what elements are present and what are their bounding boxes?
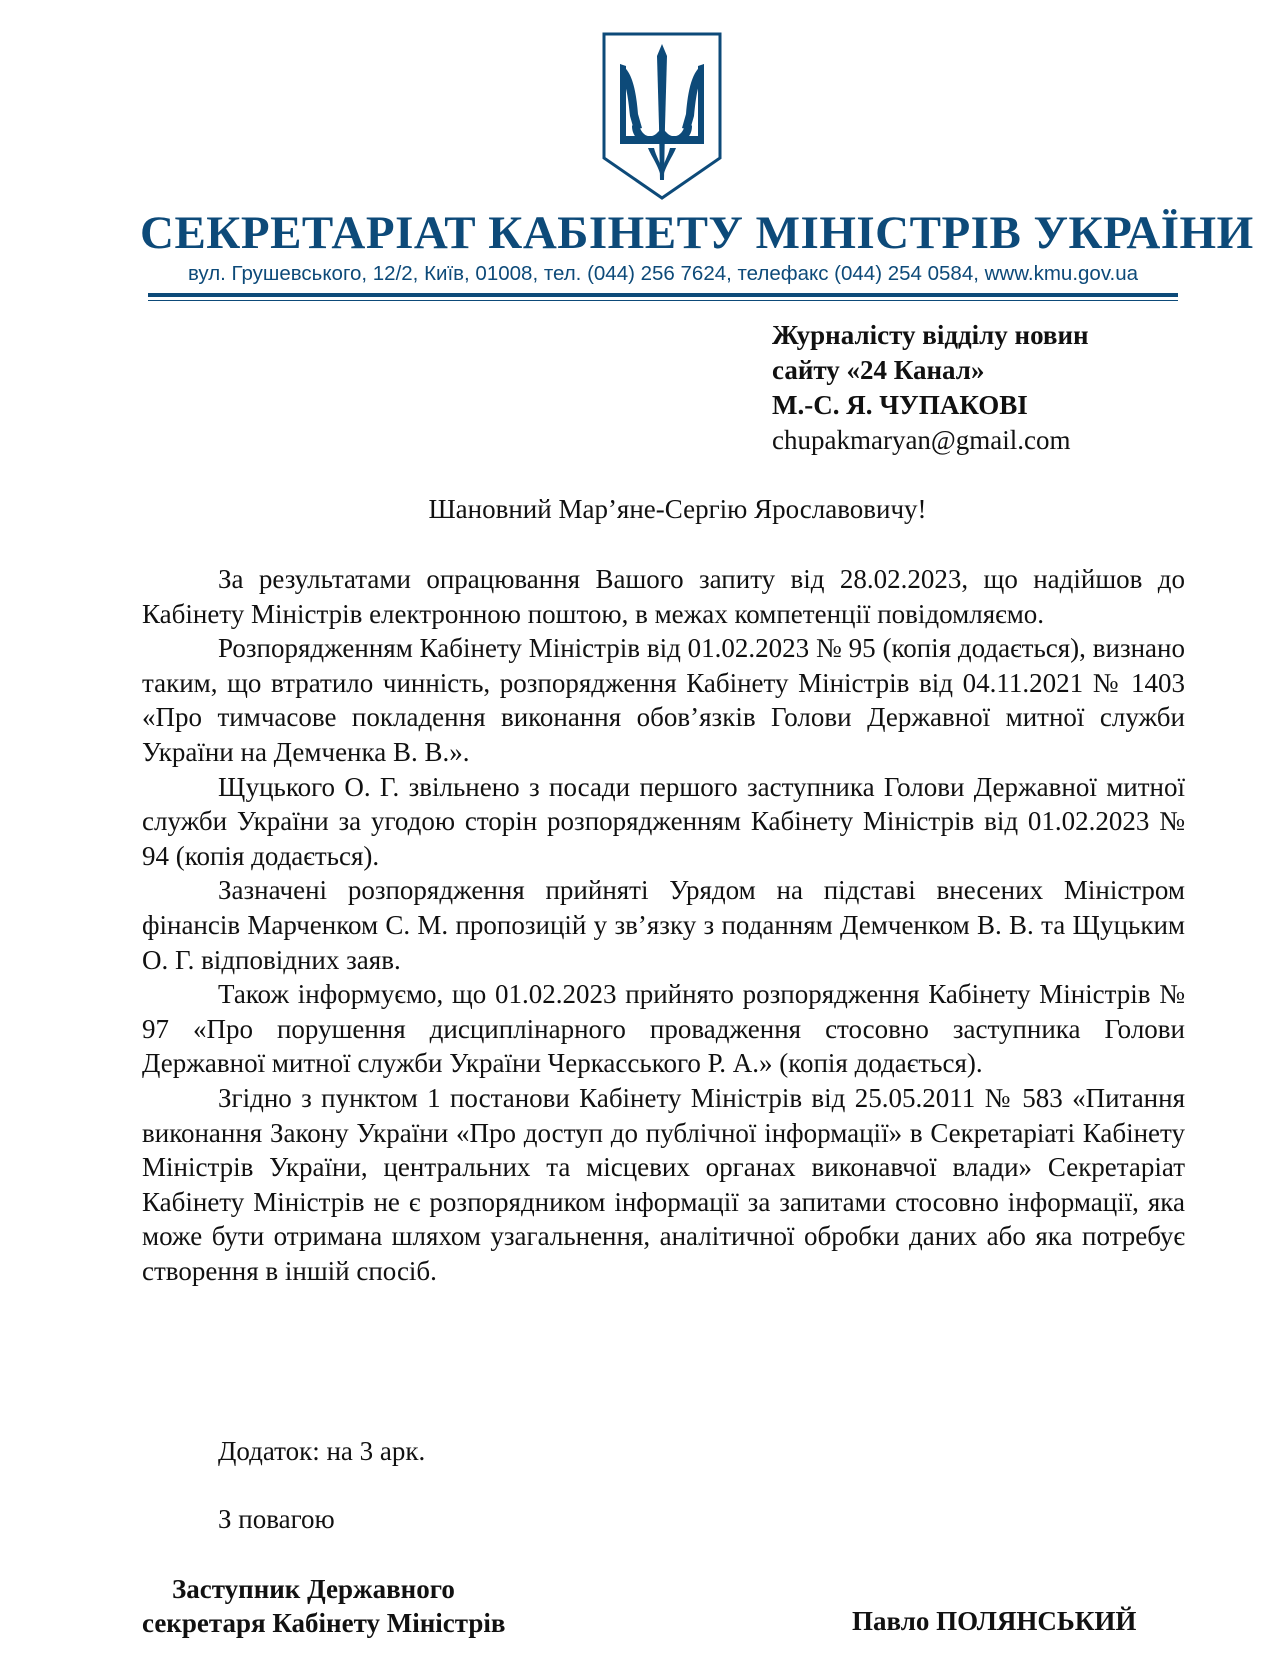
letterhead-title: СЕКРЕТАРІАТ КАБІНЕТУ МІНІСТРІВ УКРАЇНИ — [140, 207, 1254, 259]
coat-of-arms-icon — [598, 30, 726, 202]
paragraph: Зазначені розпорядження прийняті Урядом на підставі внесених Міністром фінансів Марченком С. М. пропозицій у зв’язку з поданням Демченком В. В. та Щуцьким О. Г. відповідних заяв. — [142, 875, 1185, 975]
addressee-outlet: сайту «24 Канал» — [772, 355, 985, 385]
signatory-name: Павло ПОЛЯНСЬКИЙ — [852, 1606, 1137, 1636]
salutation: Шановний Мар’яне-Сергію Ярославовичу! — [428, 494, 927, 524]
signatory-title — [142, 1572, 505, 1640]
header-divider — [148, 293, 1178, 297]
paragraph: Щуцького О. Г. звільнено з посади першого заступника Голови Державної митної служби України за угодою сторін розпорядженням Кабінету Міністрів від 01.02.2023 № 94 (копія додається). — [142, 771, 1185, 871]
paragraph: Згідно з пунктом 1 постанови Кабінету Міністрів від 25.05.2011 № 583 «Питання виконання Закону України «Про доступ до публічної інформації» в Секретаріаті Кабінету Міністрів України, центральних та місцевих органах виконавчої влади» Секретаріат Кабінету Міністрів не є розпорядником інформації за запитами стосовно інформації, яка може бути отримана шляхом узагальнення, аналітичної обробки даних або яка потребує створення в іншій спосіб. — [142, 1082, 1185, 1286]
letterhead-address: вул. Грушевського, 12/2, Київ, 01008, тел. (044) 256 7624, телефакс (044) 254 0584, www.kmu.gov.ua — [187, 262, 1139, 285]
signatory-title-line1: Заступник Державного — [172, 1574, 455, 1604]
paragraph: Також інформуємо, що 01.02.2023 прийнято розпорядження Кабінету Міністрів № 97 «Про порушення дисциплінарного провадження стосовно заступника Голови Державної митної служби України Черкасського Р. А.» (копія додається). — [142, 979, 1185, 1079]
paragraph: Розпорядженням Кабінету Міністрів від 01.02.2023 № 95 (копія додається), визнано таким, що втратило чинність, розпорядження Кабінету Міністрів від 04.11.2021 № 1403 «Про тимчасове покладення виконання обов’язків Голови Державної митної служби України на Демченка В. В.». — [142, 633, 1185, 767]
header-divider-thin — [148, 300, 1178, 301]
attachment-note: Додаток: на 3 арк. — [218, 1436, 426, 1466]
signatory-title-line2: секретаря Кабінету Міністрів — [142, 1608, 506, 1638]
letter-body — [142, 562, 1185, 1288]
addressee-block — [772, 318, 1089, 458]
addressee-name: М.-С. Я. ЧУПАКОВІ — [772, 390, 1028, 420]
addressee-position: Журналісту відділу новин — [772, 320, 1089, 350]
addressee-email: chupakmaryan@gmail.com — [772, 425, 1071, 455]
paragraph: За результатами опрацювання Вашого запиту від 28.02.2023, що надійшов до Кабінету Міністрів електронною поштою, в межах компетенції повідомляємо. — [142, 564, 1185, 629]
closing: З повагою — [218, 1504, 335, 1534]
